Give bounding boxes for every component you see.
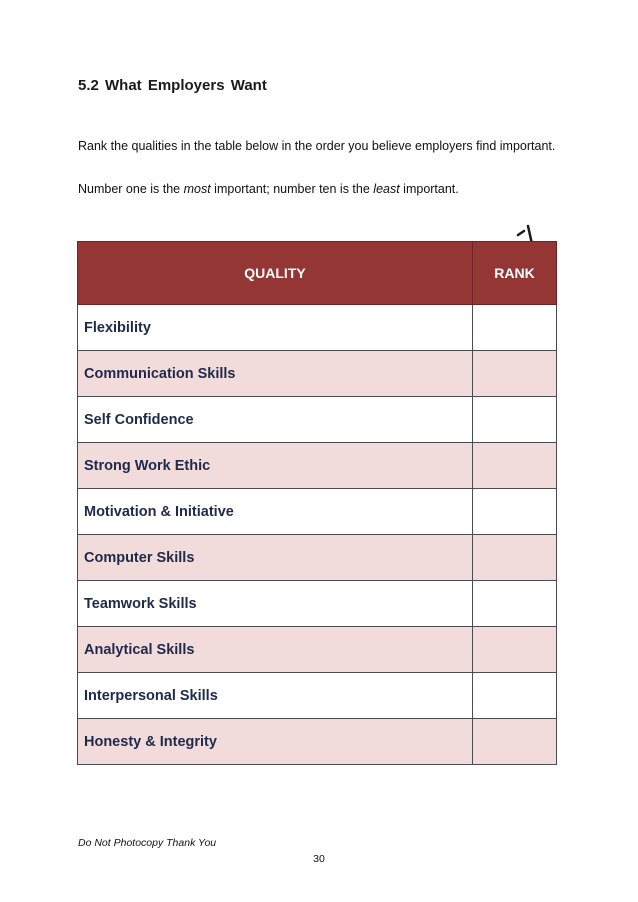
quality-cell: Honesty & Integrity bbox=[78, 719, 473, 765]
ranking-explanation-middle: important; number ten is the bbox=[210, 182, 374, 196]
table-row bbox=[78, 719, 557, 765]
table-row bbox=[78, 443, 557, 489]
quality-cell: Motivation & Initiative bbox=[78, 489, 473, 535]
table-row bbox=[78, 305, 557, 351]
qualities-ranking-table bbox=[77, 241, 557, 765]
quality-column-header: QUALITY bbox=[78, 242, 473, 305]
footer-note: Do Not Photocopy Thank You bbox=[78, 837, 217, 849]
ranking-explanation-suffix: important. bbox=[399, 182, 459, 196]
quality-cell: Computer Skills bbox=[78, 535, 473, 581]
quality-cell: Teamwork Skills bbox=[78, 581, 473, 627]
quality-cell: Flexibility bbox=[78, 305, 473, 351]
table-row bbox=[78, 489, 557, 535]
table-row bbox=[78, 673, 557, 719]
rank-entry-cell[interactable] bbox=[473, 489, 557, 535]
rank-entry-cell[interactable] bbox=[473, 673, 557, 719]
rank-entry-cell[interactable] bbox=[473, 535, 557, 581]
least-emphasis: least bbox=[373, 182, 400, 196]
quality-cell: Strong Work Ethic bbox=[78, 443, 473, 489]
ranking-explanation-prefix: Number one is the bbox=[78, 182, 184, 196]
quality-cell: Self Confidence bbox=[78, 397, 473, 443]
section-heading: 5.2 What Employers Want bbox=[78, 77, 267, 94]
rank-entry-cell[interactable] bbox=[473, 305, 557, 351]
rank-entry-cell[interactable] bbox=[473, 627, 557, 673]
table-row bbox=[78, 397, 557, 443]
quality-cell: Communication Skills bbox=[78, 351, 473, 397]
page-number: 30 bbox=[313, 853, 325, 865]
rank-column-header: RANK bbox=[473, 242, 557, 305]
rank-entry-cell[interactable] bbox=[473, 719, 557, 765]
table-header-row bbox=[78, 242, 557, 305]
instructions-paragraph: Rank the qualities in the table below in the order you believe employers find important. bbox=[78, 139, 556, 153]
rank-entry-cell[interactable] bbox=[473, 397, 557, 443]
table-row bbox=[78, 351, 557, 397]
table-row bbox=[78, 581, 557, 627]
rank-entry-cell[interactable] bbox=[473, 443, 557, 489]
rank-entry-cell[interactable] bbox=[473, 581, 557, 627]
table-row bbox=[78, 627, 557, 673]
table-row bbox=[78, 535, 557, 581]
rank-entry-cell[interactable] bbox=[473, 351, 557, 397]
most-emphasis: most bbox=[183, 182, 211, 196]
quality-cell: Interpersonal Skills bbox=[78, 673, 473, 719]
ranking-explanation bbox=[78, 180, 561, 199]
quality-cell: Analytical Skills bbox=[78, 627, 473, 673]
